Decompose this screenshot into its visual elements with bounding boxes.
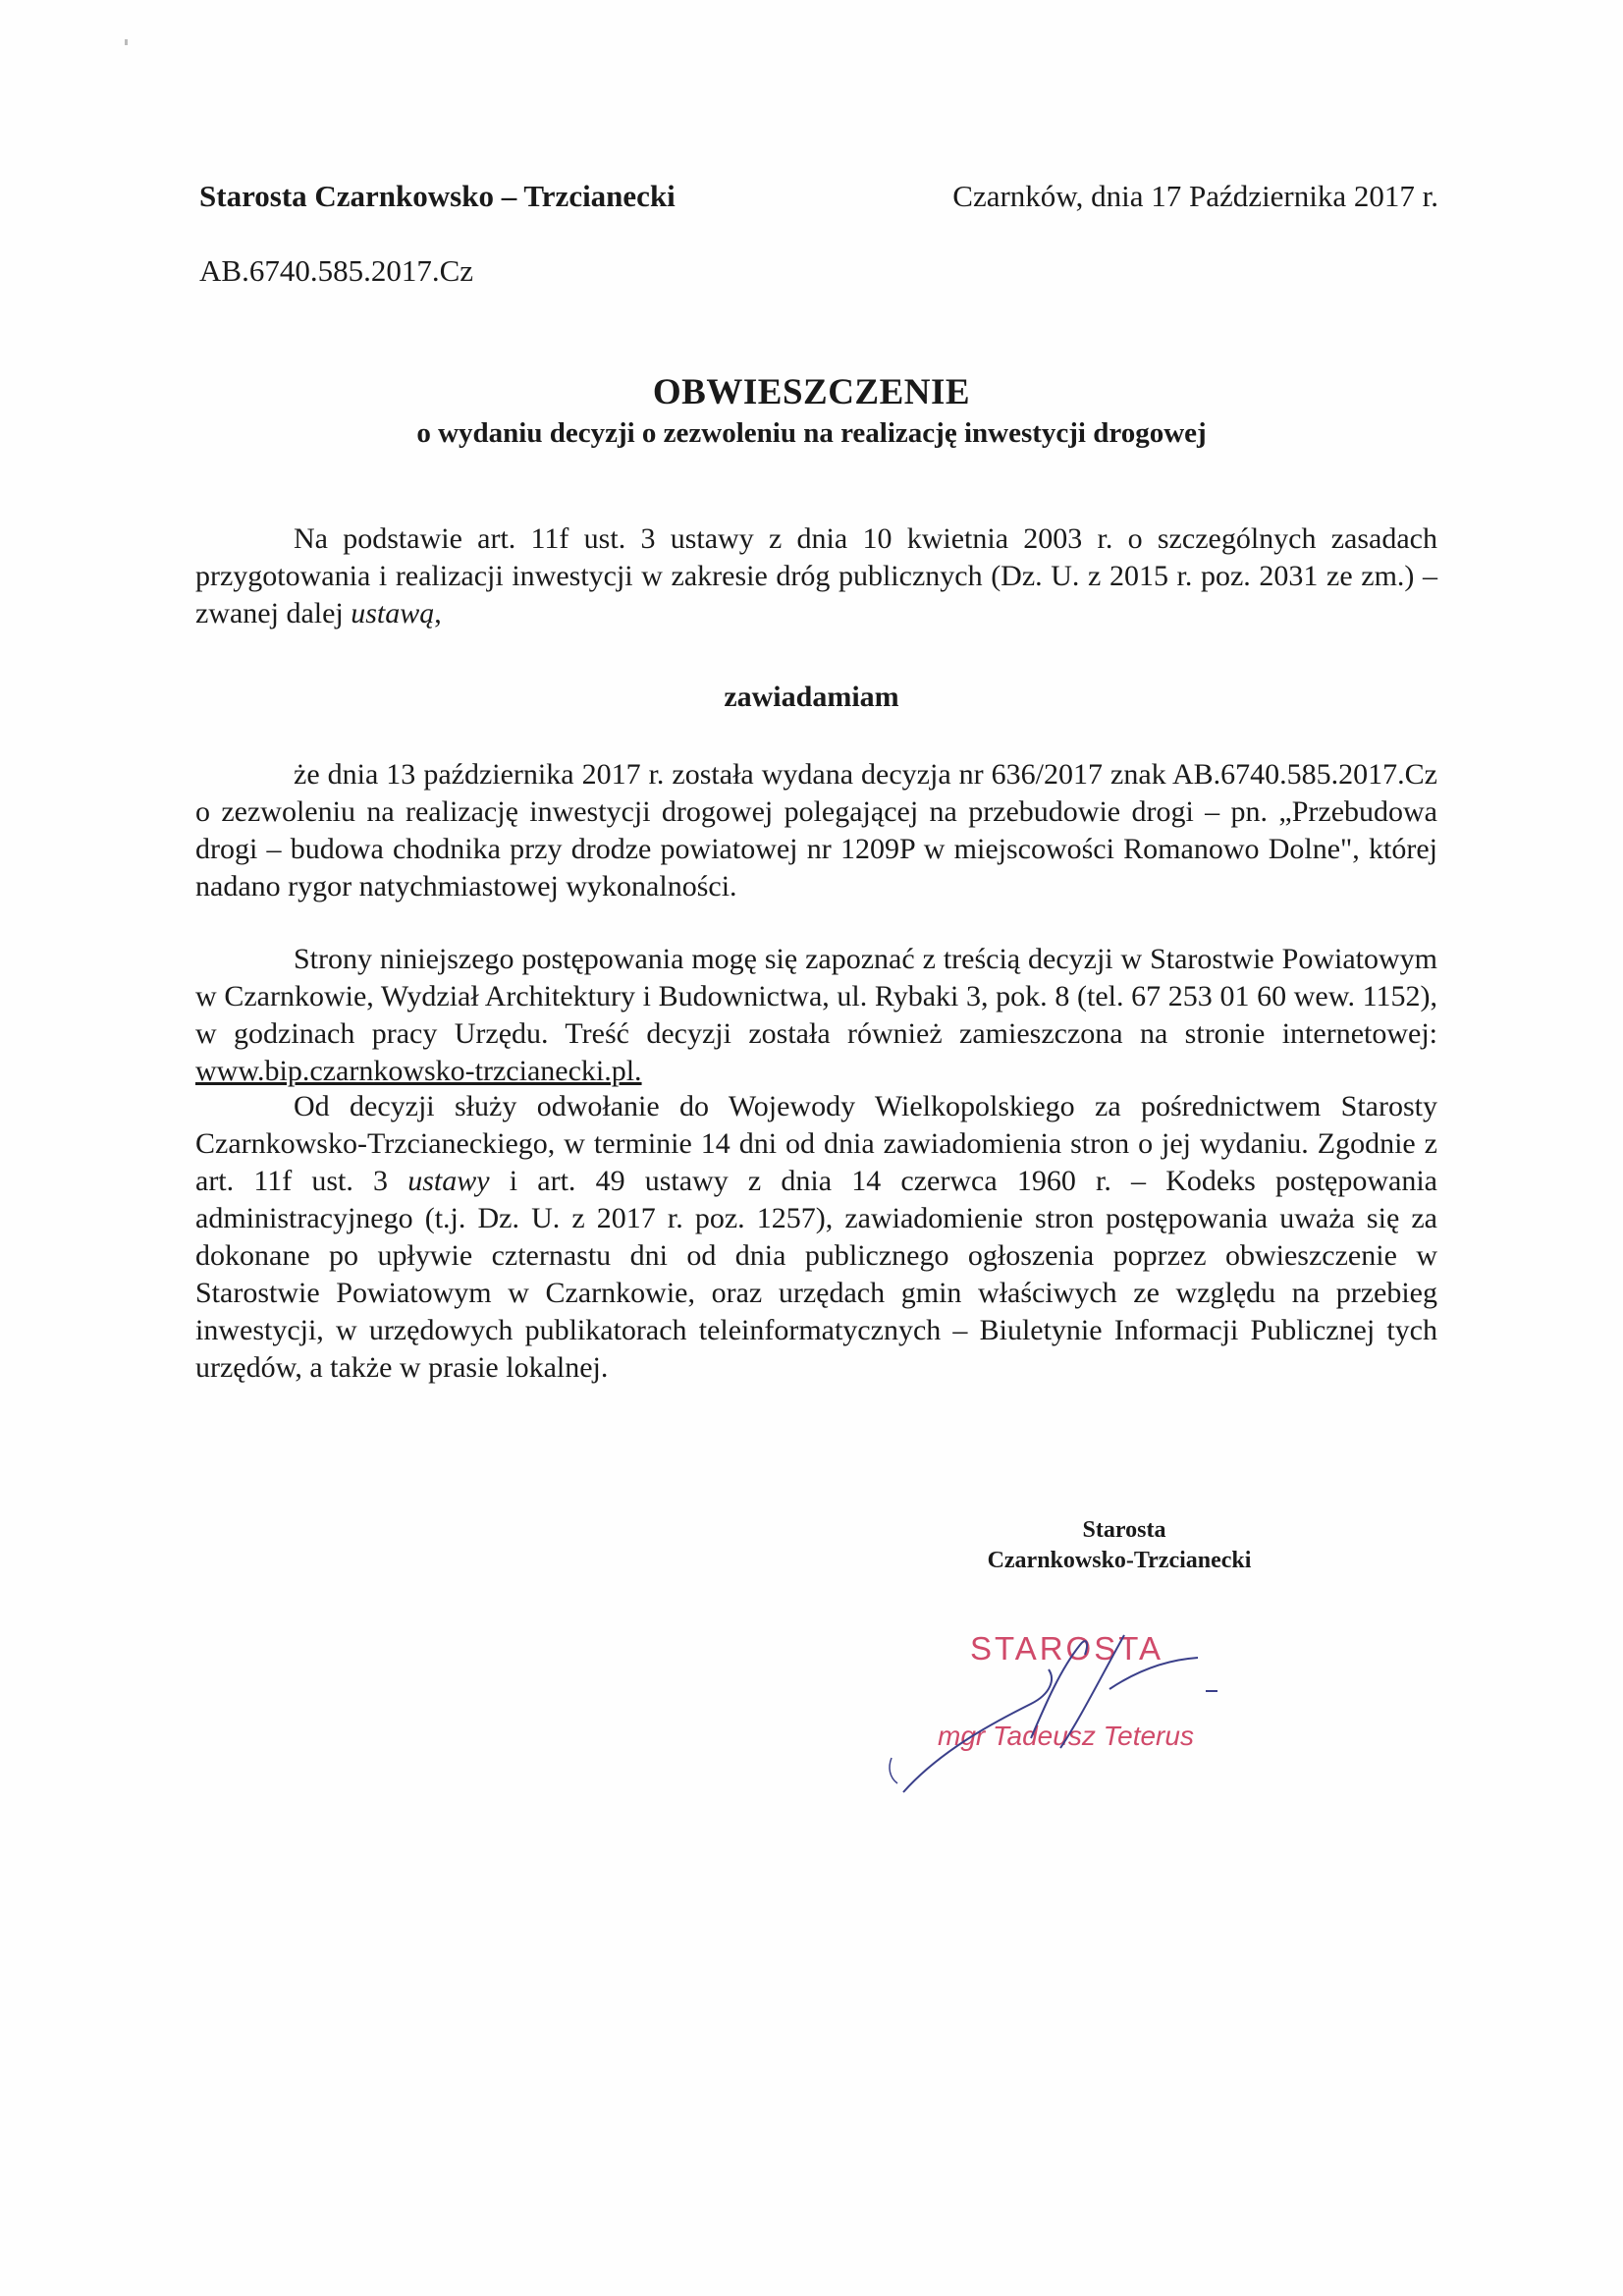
handwritten-signature — [884, 1611, 1237, 1797]
appeal-paragraph — [195, 1088, 1437, 1387]
notify-heading: zawiadamiam — [724, 681, 899, 713]
scan-artifact — [125, 39, 128, 45]
legal-basis-text: Na podstawie art. 11f ust. 3 ustawy z dnia 10 kwietnia 2003 r. o szczególnych zasadach przygotowania i realizacji inwestycji w zakresie dróg publicznych (Dz. U. z 2015 r. poz. 2031 ze zm.) – zwanej dalej — [195, 522, 1437, 629]
document-subtitle: o wydaniu decyzji o zezwoleniu na realizację inwestycji drogowej — [416, 417, 1207, 449]
decision-paragraph: że dnia 13 października 2017 r. została wydana decyzja nr 636/2017 znak AB.6740.585.2017.Cz o zezwoleniu na realizację inwestycji drogowej polegającej na przebudowie drogi – pn. „Przebudowa drogi – budowa chodnika przy drodze powiatowej nr 1209P w miejscowości Romanowo Dolne", której nadano rygor natychmiastowej wykonalności. — [195, 758, 1437, 902]
legal-basis-italic: ustawą — [351, 597, 435, 629]
bip-link[interactable]: www.bip.czarnkowsko-trzcianecki.pl. — [195, 1055, 642, 1087]
signatory-office: Czarnkowsko-Trzcianecki — [987, 1548, 1252, 1573]
access-text: Strony niniejszego postępowania mogę się zapoznać z treścią decyzji w Starostwie Powiatowym w Czarnkowie, Wydział Architektury i Budownictwa, ul. Rybaki 3, pok. 8 (tel. 67 253 01 60 wew. 1152), w godzinach pracy Urzędu. Treść decyzji została również zamieszczona na stronie internetowej: — [195, 943, 1437, 1050]
appeal-text-2: i art. 49 ustawy z dnia 14 czerwca 1960 r. – Kodeks postępowania administracyjnego (t.j. Dz. U. z 2017 r. poz. 1257), zawiadomienie stron postępowania uważa się za dokonane po upływie czternastu dni od dnia publicznego ogłoszenia poprzez obwieszczenie w Starostwie Powiatowym w Czarnkowie, oraz urzędach gmin właściwych ze względu na przebieg inwestycji, w urzędowych publikatorach teleinformatycznych – Biuletynie Informacji Publicznej tych urzędów, a także w prasie lokalnej. — [195, 1165, 1437, 1384]
document-title: OBWIESZCZENIE — [652, 372, 971, 412]
appeal-italic: ustawy — [407, 1165, 490, 1197]
stamp-name: mgr Tadeusz Teterus — [938, 1721, 1194, 1751]
appeal-text-1: Od decyzji służy odwołanie do Wojewody Wielkopolskiego za pośrednictwem Starosty Czarnkowsko-Trzcianeckiego, w terminie 14 dni od dnia zawiadomienia stron o jej wydaniu. Zgodnie z art. 11f ust. 3 — [195, 1090, 1437, 1197]
issuing-authority: Starosta Czarnkowsko – Trzcianecki — [199, 179, 676, 213]
legal-basis-tail: , — [434, 597, 442, 629]
legal-basis-paragraph — [195, 520, 1437, 632]
access-paragraph — [195, 941, 1437, 1090]
stamp-title: STAROSTA — [970, 1630, 1163, 1667]
signatory-title: Starosta — [1082, 1517, 1166, 1543]
place-and-date: Czarnków, dnia 17 Października 2017 r. — [952, 179, 1438, 213]
reference-number: AB.6740.585.2017.Cz — [199, 253, 473, 288]
